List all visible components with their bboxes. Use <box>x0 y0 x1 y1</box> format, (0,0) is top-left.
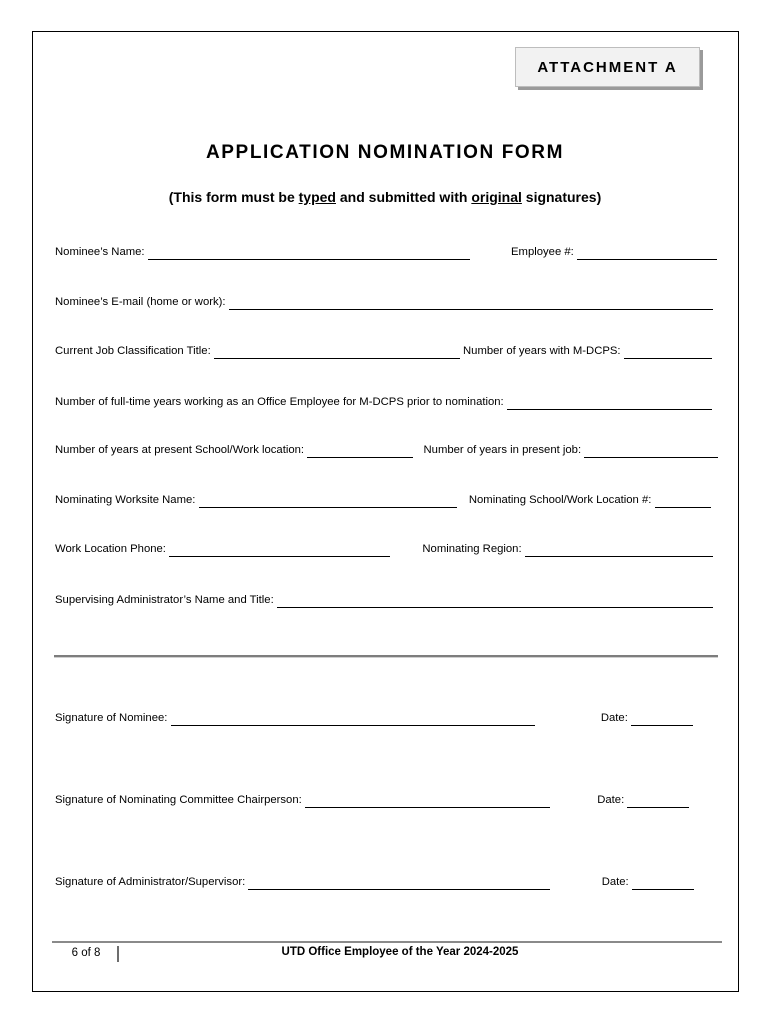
row-years-location <box>55 442 715 458</box>
fulltime-years-label: Number of full-time years working as an Office Employee for M-DCPS prior to nomination: <box>55 396 504 408</box>
row-signature-nominee <box>55 710 715 726</box>
nominee-email-label: Nominee’s E-mail (home or work): <box>55 296 226 308</box>
work-phone-field[interactable] <box>169 545 390 557</box>
page-border <box>32 31 739 992</box>
region-field[interactable] <box>525 545 713 557</box>
attachment-label: ATTACHMENT A <box>515 47 700 87</box>
date-administrator-field[interactable] <box>632 878 694 890</box>
nominee-name-label: Nominee’s Name: <box>55 246 145 258</box>
years-job-field[interactable] <box>584 446 718 458</box>
section-divider <box>54 655 718 657</box>
date-label: Date: <box>600 712 628 724</box>
supervisor-name-label: Supervising Administrator’s Name and Title: <box>55 594 274 606</box>
date-chairperson-field[interactable] <box>627 796 689 808</box>
work-phone-label: Work Location Phone: <box>55 543 166 555</box>
job-classification-field[interactable] <box>214 347 460 359</box>
signature-nominee-label: Signature of Nominee: <box>55 712 168 724</box>
years-location-field[interactable] <box>307 446 413 458</box>
signature-chairperson-field[interactable] <box>305 796 550 808</box>
nominee-name-field[interactable] <box>148 248 470 260</box>
years-mdcps-field[interactable] <box>624 347 712 359</box>
years-job-label: Number of years in present job: <box>423 444 582 456</box>
form-title: APPLICATION NOMINATION FORM <box>205 142 565 163</box>
row-worksite <box>55 492 715 508</box>
signature-nominee-field[interactable] <box>171 714 535 726</box>
years-location-label: Number of years at present School/Work location: <box>55 444 305 456</box>
row-signature-administrator <box>55 874 715 890</box>
footer-title: UTD Office Employee of the Year 2024-2025 <box>281 946 519 958</box>
fulltime-years-field[interactable] <box>507 398 712 410</box>
row-supervisor <box>55 592 715 608</box>
date-nominee-field[interactable] <box>631 714 693 726</box>
employee-number-label: Employee #: <box>511 246 574 258</box>
employee-number-field[interactable] <box>577 248 717 260</box>
row-phone-region <box>55 541 715 557</box>
signature-administrator-field[interactable] <box>248 878 550 890</box>
nominee-email-field[interactable] <box>229 298 713 310</box>
subtitle-text-2: and submitted with <box>335 189 472 205</box>
years-mdcps-label: Number of years with M-DCPS: <box>463 345 621 357</box>
worksite-name-label: Nominating Worksite Name: <box>55 494 196 506</box>
signature-chairperson-label: Signature of Nominating Committee Chairperson: <box>55 794 302 806</box>
subtitle-typed: typed <box>298 189 336 205</box>
row-job-classification <box>55 343 715 359</box>
supervisor-name-field[interactable] <box>277 596 713 608</box>
location-number-field[interactable] <box>655 496 711 508</box>
signature-administrator-label: Signature of Administrator/Supervisor: <box>55 876 246 888</box>
region-label: Nominating Region: <box>422 543 522 555</box>
subtitle-text-1: (This form must be <box>168 189 299 205</box>
subtitle-original: original <box>471 189 522 205</box>
form-subtitle <box>0 189 770 205</box>
date-label: Date: <box>601 876 629 888</box>
row-fulltime-years <box>55 394 715 410</box>
row-nominee-name <box>55 244 715 260</box>
date-label: Date: <box>597 794 625 806</box>
footer-rule <box>52 941 722 943</box>
subtitle-text-3: signatures) <box>521 189 602 205</box>
row-email <box>55 294 715 310</box>
worksite-name-field[interactable] <box>199 496 457 508</box>
job-classification-label: Current Job Classification Title: <box>55 345 211 357</box>
row-signature-chairperson <box>55 792 715 808</box>
page-number: 6 of 8 <box>55 946 119 962</box>
location-number-label: Nominating School/Work Location #: <box>468 494 652 506</box>
